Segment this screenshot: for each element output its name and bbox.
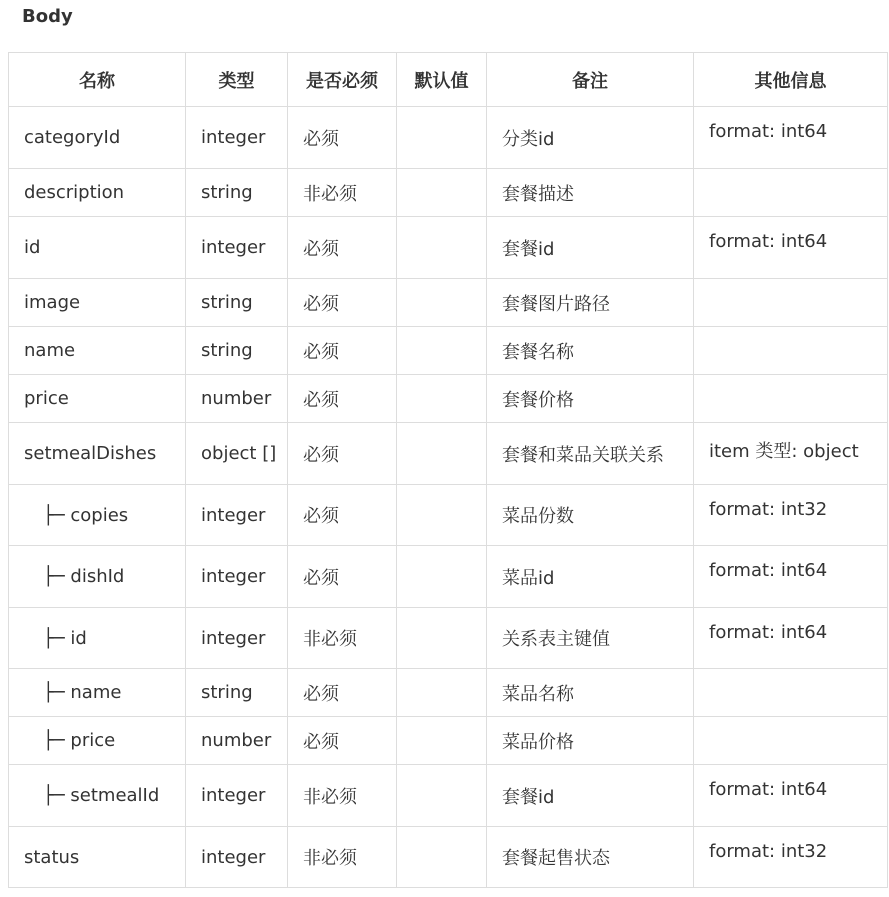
cell-remark: 套餐id (487, 765, 694, 827)
cell-required: 非必须 (288, 608, 397, 669)
cell-type: integer (186, 546, 288, 608)
table-row (9, 765, 888, 827)
cell-required: 必须 (288, 375, 397, 423)
cell-default (397, 485, 487, 546)
table-body (9, 107, 888, 888)
cell-required: 必须 (288, 669, 397, 717)
table-row (9, 107, 888, 169)
cell-required: 必须 (288, 423, 397, 485)
cell-name: status (9, 827, 186, 888)
cell-remark: 菜品名称 (487, 669, 694, 717)
table-row (9, 327, 888, 375)
cell-remark: 分类id (487, 107, 694, 169)
cell-info (694, 375, 888, 423)
table-row (9, 546, 888, 608)
cell-name: name (9, 327, 186, 375)
cell-name: ├─ id (9, 608, 186, 669)
cell-remark: 菜品id (487, 546, 694, 608)
table-row (9, 717, 888, 765)
cell-default (397, 327, 487, 375)
cell-name: ├─ name (9, 669, 186, 717)
cell-default (397, 279, 487, 327)
cell-type: integer (186, 765, 288, 827)
cell-type: integer (186, 827, 288, 888)
cell-remark: 菜品份数 (487, 485, 694, 546)
cell-required: 非必须 (288, 827, 397, 888)
cell-type: integer (186, 217, 288, 279)
cell-name: description (9, 169, 186, 217)
params-table (8, 52, 888, 888)
cell-remark: 套餐起售状态 (487, 827, 694, 888)
table-row (9, 608, 888, 669)
cell-default (397, 765, 487, 827)
cell-info: format: int64 (694, 608, 888, 669)
cell-remark: 套餐图片路径 (487, 279, 694, 327)
cell-info (694, 669, 888, 717)
cell-required: 必须 (288, 107, 397, 169)
cell-default (397, 608, 487, 669)
cell-type: integer (186, 608, 288, 669)
cell-name: setmealDishes (9, 423, 186, 485)
section-title: Body (22, 6, 73, 27)
cell-name: ├─ dishId (9, 546, 186, 608)
header-remark: 备注 (487, 53, 694, 107)
cell-name: ├─ setmealId (9, 765, 186, 827)
cell-name: ├─ price (9, 717, 186, 765)
table-row (9, 375, 888, 423)
table-row (9, 169, 888, 217)
cell-required: 非必须 (288, 169, 397, 217)
cell-default (397, 107, 487, 169)
cell-info: item 类型: object (694, 423, 888, 485)
cell-type: object [] (186, 423, 288, 485)
cell-type: string (186, 327, 288, 375)
cell-remark: 套餐id (487, 217, 694, 279)
cell-remark: 套餐名称 (487, 327, 694, 375)
cell-required: 必须 (288, 279, 397, 327)
cell-required: 必须 (288, 546, 397, 608)
cell-info: format: int64 (694, 217, 888, 279)
table-header-row (9, 53, 888, 107)
cell-type: string (186, 669, 288, 717)
cell-name: categoryId (9, 107, 186, 169)
header-required: 是否必须 (288, 53, 397, 107)
cell-default (397, 423, 487, 485)
table-row (9, 485, 888, 546)
cell-required: 非必须 (288, 765, 397, 827)
cell-info (694, 327, 888, 375)
cell-default (397, 169, 487, 217)
table-row (9, 827, 888, 888)
cell-info: format: int64 (694, 546, 888, 608)
cell-required: 必须 (288, 327, 397, 375)
cell-required: 必须 (288, 485, 397, 546)
cell-name: price (9, 375, 186, 423)
cell-info (694, 279, 888, 327)
cell-type: string (186, 169, 288, 217)
header-default: 默认值 (397, 53, 487, 107)
cell-default (397, 669, 487, 717)
cell-default (397, 217, 487, 279)
cell-type: number (186, 375, 288, 423)
cell-name: image (9, 279, 186, 327)
cell-default (397, 717, 487, 765)
cell-info (694, 717, 888, 765)
table-row (9, 423, 888, 485)
cell-type: integer (186, 485, 288, 546)
cell-remark: 套餐价格 (487, 375, 694, 423)
cell-default (397, 546, 487, 608)
table-row (9, 279, 888, 327)
header-name: 名称 (9, 53, 186, 107)
cell-name: ├─ copies (9, 485, 186, 546)
cell-remark: 套餐和菜品关联关系 (487, 423, 694, 485)
header-type: 类型 (186, 53, 288, 107)
cell-info: format: int64 (694, 107, 888, 169)
cell-name: id (9, 217, 186, 279)
cell-remark: 菜品价格 (487, 717, 694, 765)
cell-type: integer (186, 107, 288, 169)
cell-default (397, 827, 487, 888)
header-info: 其他信息 (694, 53, 888, 107)
table-row (9, 669, 888, 717)
cell-type: string (186, 279, 288, 327)
table-row (9, 217, 888, 279)
cell-type: number (186, 717, 288, 765)
cell-info (694, 169, 888, 217)
cell-info: format: int32 (694, 827, 888, 888)
cell-default (397, 375, 487, 423)
cell-required: 必须 (288, 217, 397, 279)
cell-info: format: int32 (694, 485, 888, 546)
cell-remark: 套餐描述 (487, 169, 694, 217)
cell-remark: 关系表主键值 (487, 608, 694, 669)
cell-info: format: int64 (694, 765, 888, 827)
cell-required: 必须 (288, 717, 397, 765)
